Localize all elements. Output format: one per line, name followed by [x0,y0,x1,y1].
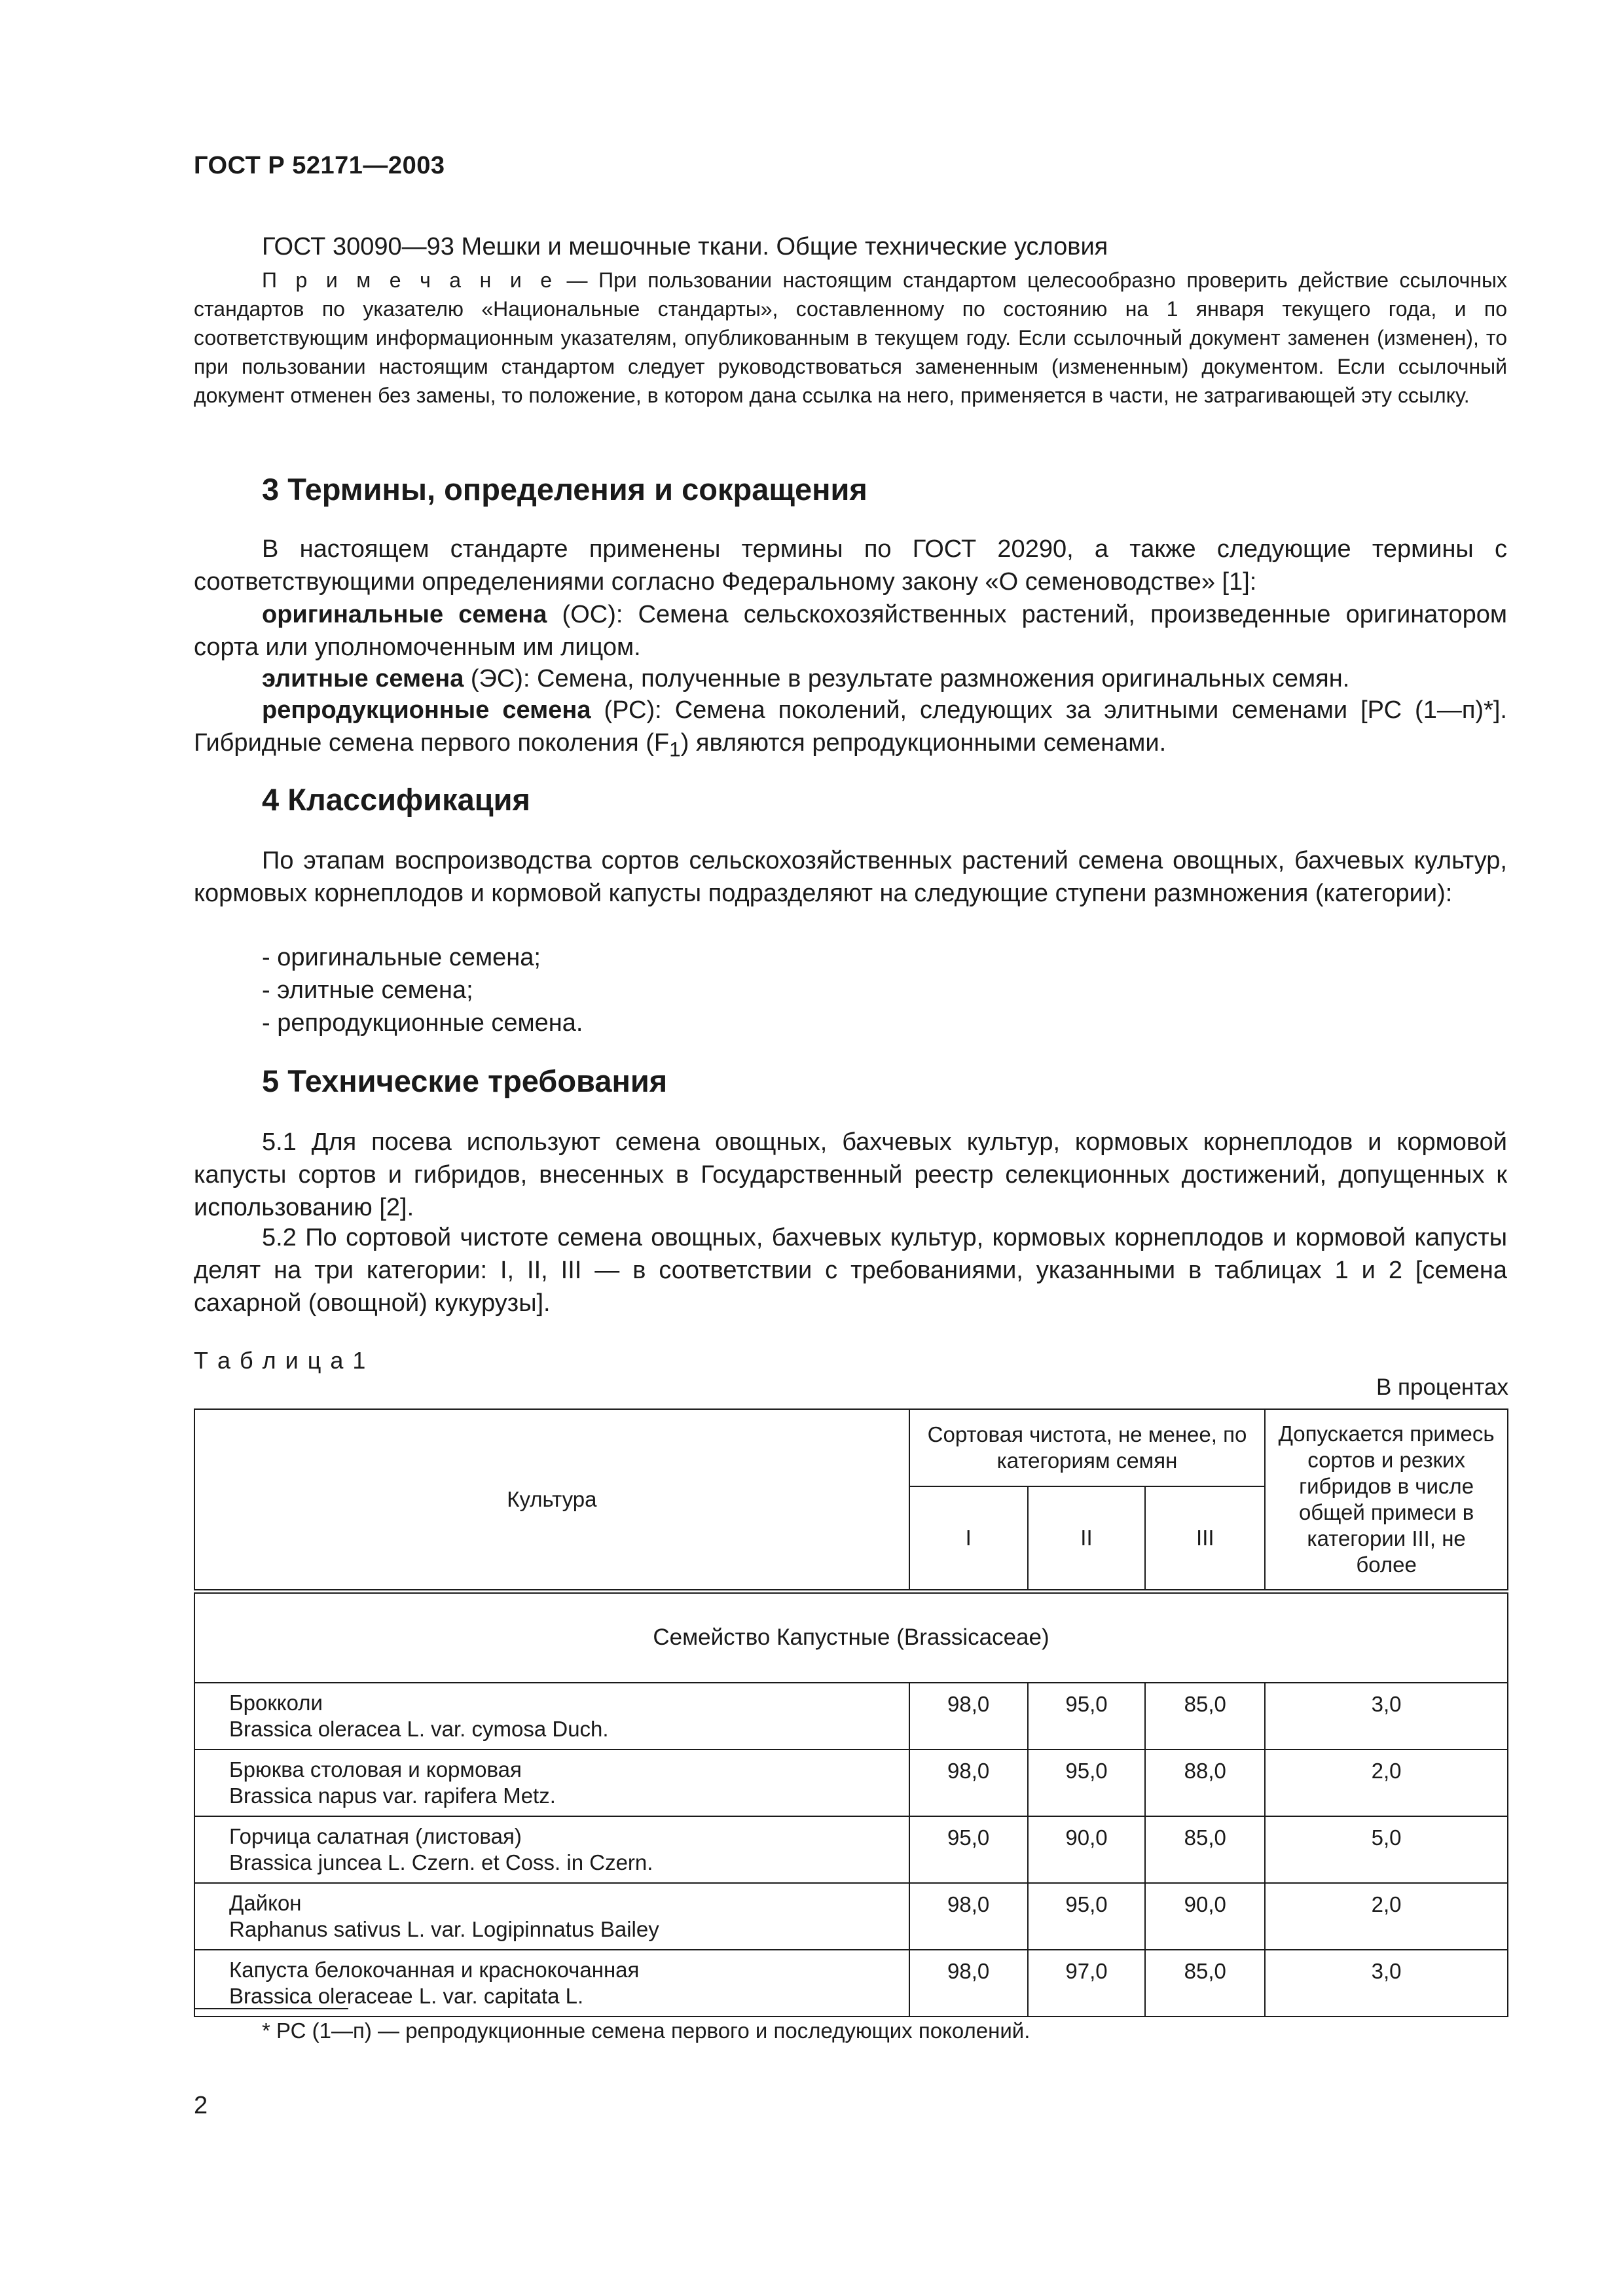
purity-table [194,1408,1508,2017]
section-5-2: 5.2 По сортовой чистоте семена овощных, бахчевых культур, кормовых корнеплодов и кормовой капусты делят на три категории: I, II, III — в соответствии с требованиями, указанными в таблицах 1 и 2 [семена сахарной (овощной) кукурузы]. [194,1224,1507,1317]
culture-header: Культура [194,1409,909,1591]
footnote-divider [194,2008,348,2009]
term-name: элитные семена [262,665,464,692]
table-row [194,1749,1508,1816]
section-5-heading: 5 Технические требования [262,1064,668,1098]
category-1-value: 98,0 [909,1683,1028,1749]
list-item: - репродукционные семена. [262,1009,583,1037]
table-caption: Т а б л и ц а 1 [194,1347,367,1374]
category-3-value: 85,0 [1145,1950,1265,2017]
category-2-value: 95,0 [1028,1749,1146,1816]
section-4-intro: По этапам воспроизводства сортов сельскохозяйственных растений семена овощных, бахчевых культур, кормовых корнеплодов и кормовой капусты подразделяют на следующие ступени размножения (категории): [194,847,1507,907]
term-definition: (ОС): Семена сельскохозяйственных растений, произведенные оригинатором сорта или уполномоченным им лицом. [194,601,1507,661]
category-list [262,941,583,1039]
term-definition: (РС): Семена поколений, следующих за элитными семенами [РС (1—п)*]. Гибридные семена первого поколения (F [194,696,1507,757]
crop-cell [194,1816,909,1883]
category-2-value: 95,0 [1028,1683,1146,1749]
term-elite-seeds [194,662,1507,695]
admixture-value: 3,0 [1265,1683,1508,1749]
purity-header: Сортовая чистота, не менее, по категориям семян [909,1409,1265,1486]
page-number: 2 [194,2092,208,2119]
section-3-heading: 3 Термины, определения и сокращения [262,472,867,507]
category-2-header: II [1028,1486,1146,1591]
table-header-row [194,1409,1508,1486]
footnote: * РС (1—п) — репродукционные семена первого и последующих поколений. [262,2018,1030,2043]
note-label: П р и м е ч а н и е [262,268,556,292]
crop-cell [194,1950,909,2017]
admixture-value: 5,0 [1265,1816,1508,1883]
crop-latin: Brassica oleracea L. var. cymosa Duch. [229,1717,609,1741]
term-original-seeds [194,598,1507,664]
category-3-value: 90,0 [1145,1883,1265,1950]
crop-name: Дайкон [229,1891,302,1915]
admixture-header: Допускается примесь сортов и резких гибридов в числе общей примеси в категории III, не более [1265,1409,1508,1591]
crop-name: Капуста белокочанная и краснокочанная [229,1958,640,1982]
admixture-value: 3,0 [1265,1950,1508,2017]
table-row [194,1683,1508,1749]
category-1-value: 95,0 [909,1816,1028,1883]
category-1-header: I [909,1486,1028,1591]
category-3-value: 88,0 [1145,1749,1265,1816]
document-code-header: ГОСТ Р 52171—2003 [194,152,445,179]
category-1-value: 98,0 [909,1950,1028,2017]
crop-name: Горчица салатная (листовая) [229,1824,522,1848]
crop-name: Брюква столовая и кормовая [229,1757,522,1782]
category-2-value: 90,0 [1028,1816,1146,1883]
category-1-value: 98,0 [909,1883,1028,1950]
term-definition: (ЭС): Семена, полученные в результате размножения оригинальных семян. [464,665,1350,692]
crop-cell [194,1883,909,1950]
table-row [194,1950,1508,2017]
subscript: 1 [669,737,681,761]
crop-latin: Raphanus sativus L. var. Logipinnatus Bailey [229,1917,659,1941]
table-row [194,1816,1508,1883]
crop-latin: Brassica oleraceae L. var. capitata L. [229,1984,584,2008]
admixture-value: 2,0 [1265,1883,1508,1950]
family-row [194,1591,1508,1683]
family-label: Семейство Капустные (Brassicaceae) [194,1591,1508,1683]
crop-cell [194,1749,909,1816]
term-definition-tail: ) являются репродукционными семенами. [680,729,1167,757]
reference-line: ГОСТ 30090—93 Мешки и мешочные ткани. Общие технические условия [262,233,1108,260]
note-text: — При пользовании настоящим стандартом целесообразно проверить действие ссылочных стандартов по указателю «Национальные стандарты», составленному по состоянию на 1 января текущего года, и по соответствующим информационным указателям, опубликованным в текущем году. Если ссылочный документ заменен (изменен), то при пользовании настоящим стандартом следует руководствоваться замененным (измененным) документом. Если ссылочный документ отменен без замены, то положение, в котором дана ссылка на него, применяется в части, не затрагивающей эту ссылку. [194,268,1508,407]
term-name: оригинальные семена [262,601,547,628]
table-units: В процентах [1376,1374,1508,1400]
category-3-value: 85,0 [1145,1816,1265,1883]
term-name: репродукционные семена [262,696,591,724]
category-3-value: 85,0 [1145,1683,1265,1749]
category-2-value: 97,0 [1028,1950,1146,2017]
section-5-1: 5.1 Для посева используют семена овощных, бахчевых культур, кормовых корнеплодов и кормовой капусты сортов и гибридов, внесенных в Государственный реестр селекционных достижений, допущенных к использованию [2]. [194,1128,1507,1221]
crop-latin: Brassica juncea L. Czern. et Coss. in Czern. [229,1850,653,1874]
table-row [194,1883,1508,1950]
admixture-value: 2,0 [1265,1749,1508,1816]
section-4-heading: 4 Классификация [262,782,530,817]
crop-latin: Brassica napus var. rapifera Metz. [229,1784,556,1808]
category-2-value: 95,0 [1028,1883,1146,1950]
list-item: - оригинальные семена; [262,944,541,971]
note-block [194,266,1507,410]
section-3-intro: В настоящем стандарте применены термины по ГОСТ 20290, а также следующие термины с соответствующими определениями согласно Федеральному закону «О семеноводстве» [1]: [194,535,1507,596]
category-3-header: III [1145,1486,1265,1591]
category-1-value: 98,0 [909,1749,1028,1816]
crop-cell [194,1683,909,1749]
list-item: - элитные семена; [262,977,473,1004]
term-reproduction-seeds [194,694,1507,766]
crop-name: Брокколи [229,1691,323,1715]
